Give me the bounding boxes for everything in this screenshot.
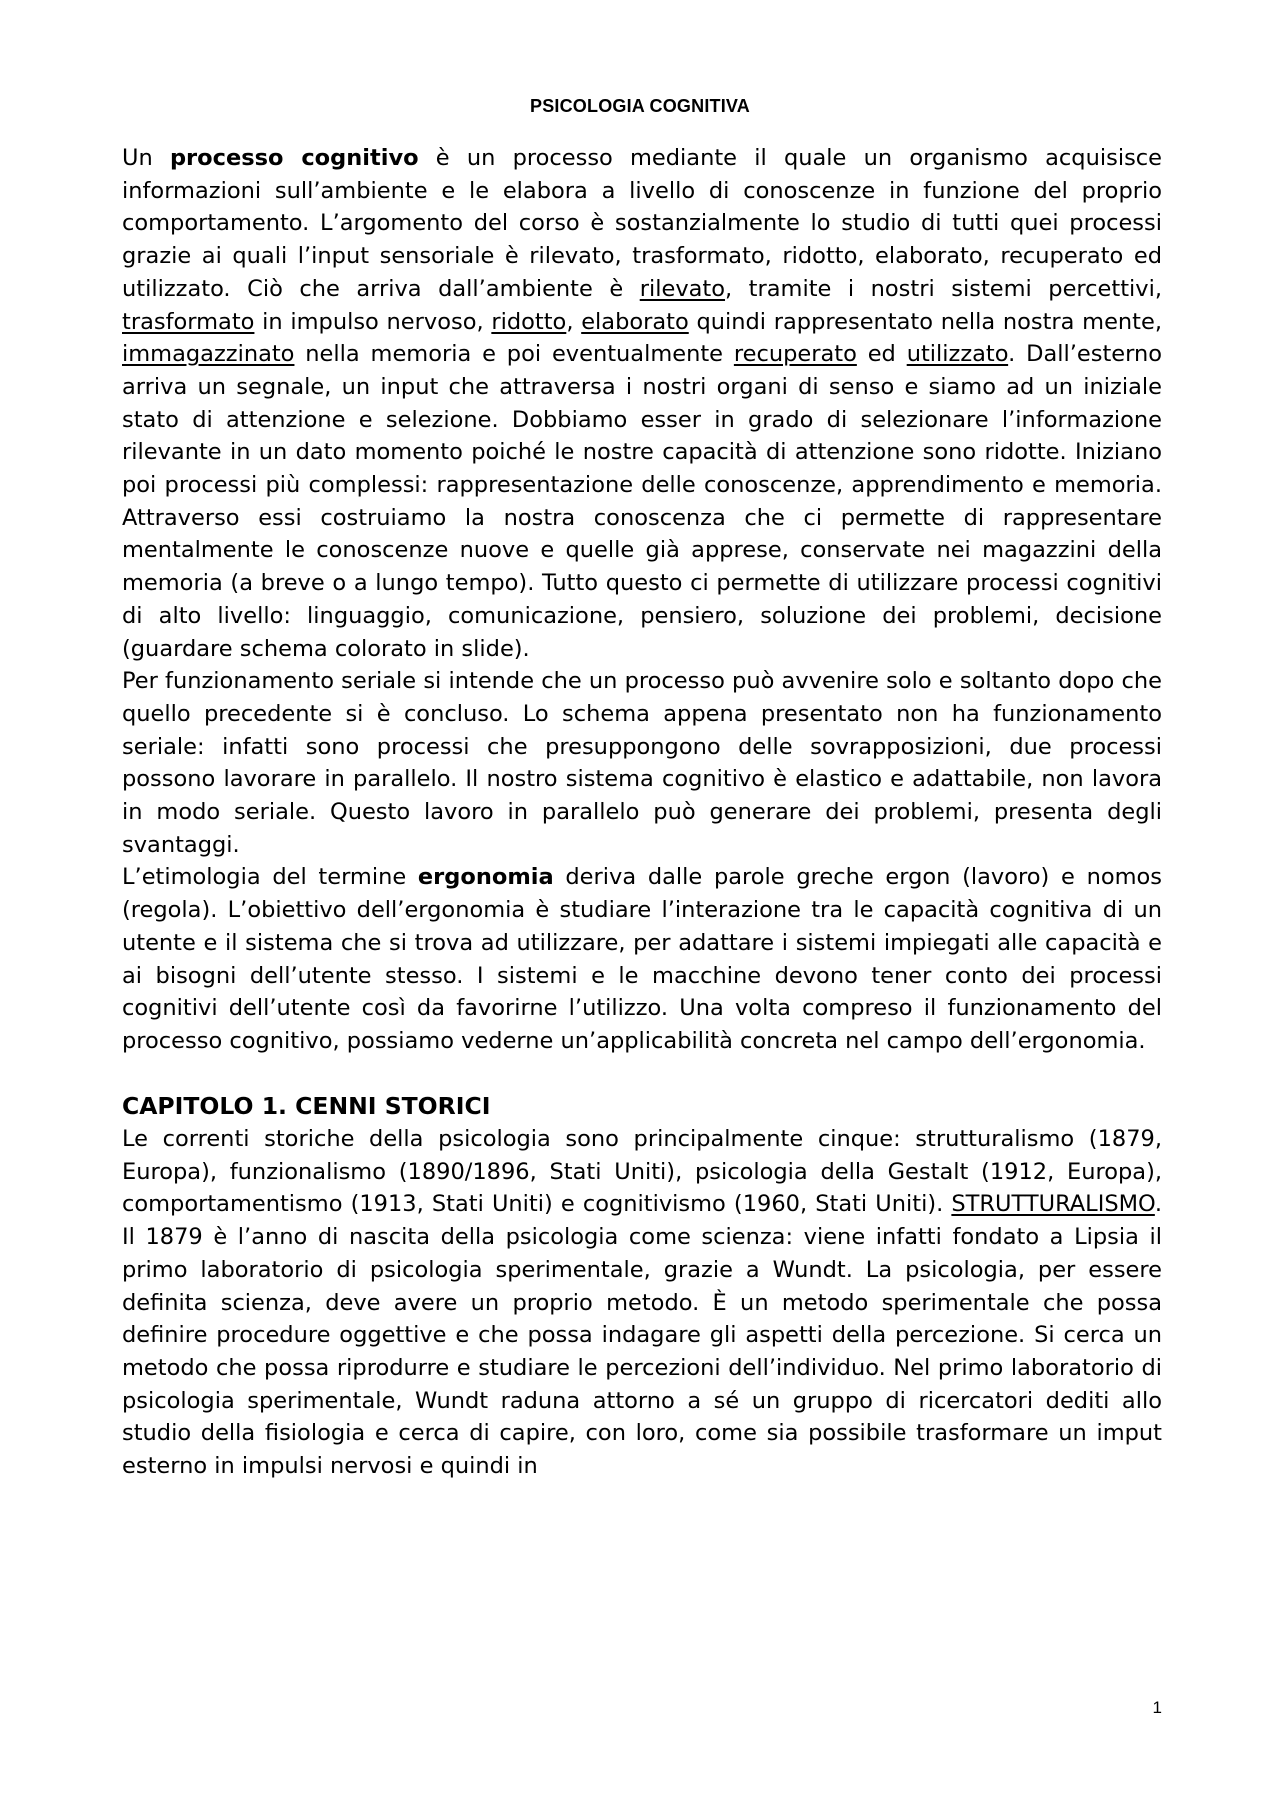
text-run: è un processo mediante il quale un organismo acquisisce informazioni sull’ambiente e le elabora a livello di conoscenze in funzione del proprio comportamento. L’argomento del corso è sostanzialmente lo studio di tutti quei processi grazie ai quali l’input sensoriale è rilevato, trasformato, ridotto, elaborato, recuperato ed utilizzato. Ciò che arriva dall’ambiente è (122, 145, 1162, 302)
text-run: , tramite i nostri sistemi percettivi, (725, 275, 1163, 302)
underlined-ridotto: ridotto (491, 308, 567, 335)
underlined-recuperato: recuperato (733, 341, 857, 368)
intro-paragraph-3 (122, 861, 1162, 1057)
text-run: , (566, 308, 582, 335)
text-run: Un (122, 145, 170, 171)
text-run: ed (856, 341, 907, 368)
underlined-utilizzato: utilizzato (906, 341, 1009, 368)
underlined-strutturalismo: STRUTTURALISMO (951, 1191, 1155, 1218)
page-number: 1 (1152, 1698, 1162, 1717)
text-run: L’etimologia del termine (122, 864, 418, 891)
underlined-elaborato: elaborato (581, 308, 689, 335)
chapter-heading: CAPITOLO 1. CENNI STORICI (122, 1092, 491, 1121)
term-processo-cognitivo: processo cognitivo (169, 145, 419, 171)
document-title: PSICOLOGIA COGNITIVA (529, 96, 750, 116)
underlined-rilevato: rilevato (639, 275, 726, 302)
document-body (122, 142, 1162, 1483)
term-ergonomia: ergonomia (417, 864, 554, 891)
text-run: quindi rappresentato nella nostra mente, (688, 308, 1162, 335)
underlined-trasformato: trasformato (122, 308, 255, 335)
text-run: deriva dalle parole greche ergon (lavoro) e nomos (regola). L’obiettivo dell’ergonomia è studiare l’interazione tra le capacità cognitiva di un utente e il sistema che si trova ad utilizzare, per adattare i sistemi impiegati alle capacità e ai bisogni dell’utente stesso. I sistemi e le macchine devono tener conto dei processi cognitivi dell’utente così da favorirne l’utilizzo. Una volta compreso il funzionamento del processo cognitivo, possiamo vederne un’applicabilità concreta nel campo dell’ergonomia. (122, 864, 1162, 1054)
intro-paragraph-2: Per funzionamento seriale si intende che un processo può avvenire solo e soltanto dopo che quello precedente si è concluso. Lo schema appena presentato non ha funzionamento seriale: infatti sono processi che presuppongono delle sovrapposizioni, due processi possono lavorare in parallelo. Il nostro sistema cognitivo è elastico e adattabile, non lavora in modo seriale. Questo lavoro in parallelo può generare dei problemi, presenta degli svantaggi. (122, 668, 1162, 858)
paragraph-spacer (122, 1058, 1162, 1091)
text-run: . Il 1879 è l’anno di nascita della psicologia come scienza: viene infatti fondato a Lipsia il primo laboratorio di psicologia sperimentale, grazie a Wundt. La psicologia, per essere definita scienza, deve avere un proprio metodo. È un metodo sperimentale che possa definire procedure oggettive e che possa indagare gli aspetti della percezione. Si cerca un metodo che possa riprodurre e studiare le percezioni dell’individuo. Nel primo laboratorio di psicologia sperimentale, Wundt raduna attorno a sé un gruppo di ricercatori dediti allo studio della fisiologia e cerca di capire, con loro, come sia possibile trasformare un imput esterno in impulsi nervosi e quindi in (122, 1191, 1162, 1480)
intro-paragraph-1 (122, 142, 1162, 665)
chapter1-paragraph-1 (122, 1123, 1162, 1483)
text-run: Le correnti storiche della psicologia sono principalmente cinque: strutturalismo (1879, Europa), funzionalismo (1890/1896, Stati Uniti), psicologia della Gestalt (1912, Europa), comportamentismo (1913, Stati Uniti) e cognitivismo (1960, Stati Uniti). (122, 1126, 1162, 1218)
underlined-immagazzinato: immagazzinato (122, 341, 295, 368)
text-run: nella memoria e poi eventualmente (294, 341, 734, 368)
text-run: . Dall’esterno arriva un segnale, un input che attraversa i nostri organi di senso e siamo ad un iniziale stato di attenzione e selezione. Dobbiamo esser in grado di selezionare l’informazione rilevante in un dato momento poiché le nostre capacità di attenzione sono ridotte. Iniziano poi processi più complessi: rappresentazione delle conoscenze, apprendimento e memoria. Attraverso essi costruiamo la nostra conoscenza che ci permette di rappresentare mentalmente le conoscenze nuove e quelle già apprese, conservate nei magazzini della memoria (a breve o a lungo tempo). Tutto questo ci permette di utilizzare processi cognitivi di alto livello: linguaggio, comunicazione, pensiero, soluzione dei problemi, decisione (guardare schema colorato in slide). (122, 341, 1163, 662)
text-run: in impulso nervoso, (254, 308, 492, 335)
